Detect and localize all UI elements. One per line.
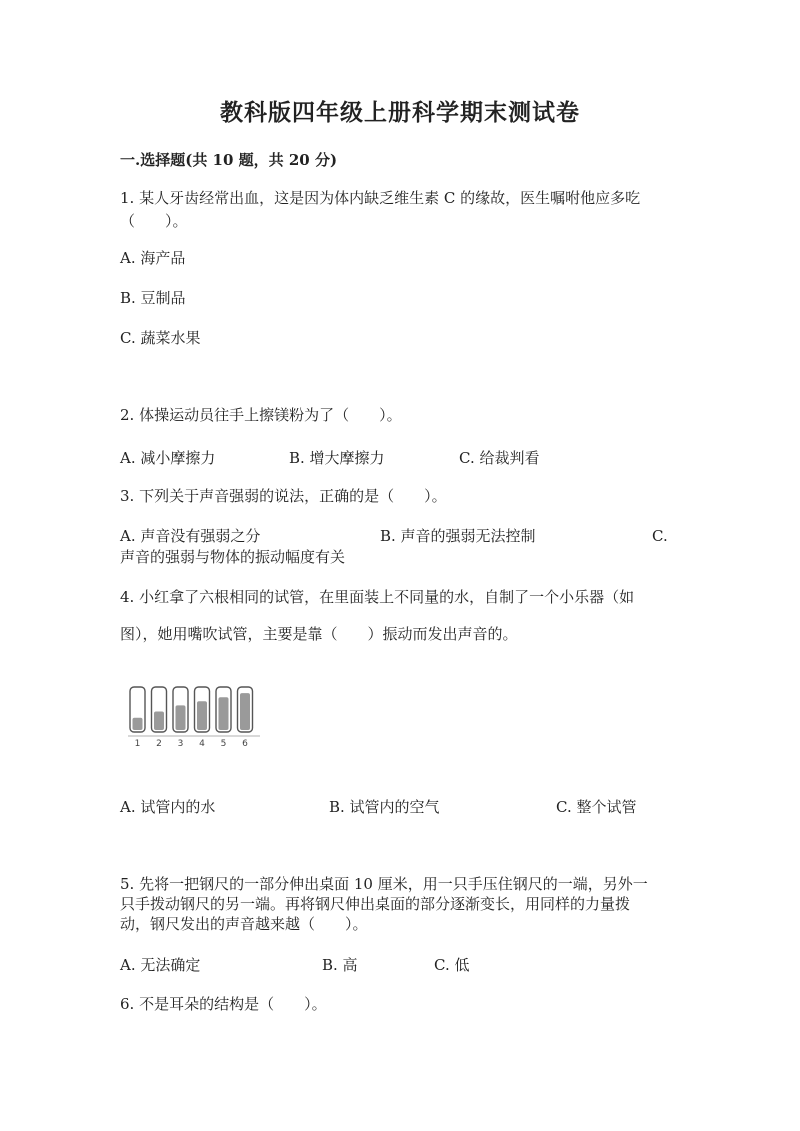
tube-label-6: 6 [242, 739, 248, 749]
q4-stem-line-2: 图），她用嘴吹试管，主要是靠（ ）振动而发出声音的。 [120, 625, 518, 643]
test-tube-3 [173, 687, 188, 749]
water-level-5 [219, 697, 229, 730]
tube-label-1: 1 [134, 739, 141, 749]
q3-option-a: A. 声音没有强弱之分 [120, 527, 261, 545]
q3-option-b: B. 声音的强弱无法控制 [380, 527, 536, 545]
q2-stem: 2. 体操运动员往手上擦镁粉为了（ ）。 [120, 406, 402, 424]
q5-stem-line-2: 只手拨动钢尺的另一端。再将钢尺伸出桌面的部分逐渐变长，用同样的力量拨 [120, 895, 631, 913]
q3-option-c-text: 声音的强弱与物体的振动幅度有关 [120, 548, 346, 566]
test-tube-1 [130, 687, 145, 749]
q4-option-b: B. 试管内的空气 [329, 798, 440, 816]
q5-option-a: A. 无法确定 [120, 956, 201, 974]
q3-stem: 3. 下列关于声音强弱的说法，正确的是（ ）。 [120, 487, 447, 505]
test-tube-6 [238, 687, 253, 749]
test-tube-2 [152, 687, 167, 749]
q2-option-a: A. 减小摩擦力 [120, 449, 216, 467]
test-tube-4 [195, 687, 210, 749]
water-level-3 [176, 705, 186, 730]
q1-option-a: A. 海产品 [120, 249, 186, 267]
q4-option-a: A. 试管内的水 [120, 798, 216, 816]
q5-stem-line-3: 动，钢尺发出的声音越来越（ ）。 [120, 915, 368, 933]
water-level-2 [154, 712, 164, 730]
test-tube-5 [216, 687, 231, 749]
q3-option-c: C. [652, 527, 668, 545]
q6-stem: 6. 不是耳朵的结构是（ ）。 [120, 995, 327, 1013]
q5-option-b: B. 高 [322, 956, 358, 974]
tube-label-5: 5 [220, 739, 227, 749]
q5-stem-line-1: 5. 先将一把钢尺的一部分伸出桌面 10 厘米，用一只手压住钢尺的一端，另外一 [120, 875, 648, 893]
q4-option-c: C. 整个试管 [556, 798, 637, 816]
q2-option-c: C. 给裁判看 [459, 449, 540, 467]
page-title: 教科版四年级上册科学期末测试卷 [220, 99, 580, 126]
tube-label-2: 2 [156, 739, 162, 749]
tube-label-4: 4 [199, 739, 205, 749]
q4-stem-line-1: 4. 小红拿了六根相同的试管，在里面装上不同量的水，自制了一个小乐器（如 [120, 588, 635, 606]
q2-option-b: B. 增大摩擦力 [289, 449, 385, 467]
tube-label-3: 3 [177, 739, 184, 749]
test-tubes-figure [128, 684, 260, 750]
water-level-1 [133, 718, 143, 730]
q5-option-c: C. 低 [434, 956, 470, 974]
water-level-4 [197, 701, 207, 730]
water-level-6 [240, 693, 250, 730]
q1-option-c: C. 蔬菜水果 [120, 329, 201, 347]
q1-option-b: B. 豆制品 [120, 289, 186, 307]
q1-stem-line-2: （ ）。 [120, 212, 188, 230]
section-heading: 一.选择题(共 10 题，共 20 分) [120, 151, 338, 169]
q1-stem-line-1: 1. 某人牙齿经常出血，这是因为体内缺乏维生素 C 的缘故，医生嘱咐他应多吃 [120, 189, 641, 207]
